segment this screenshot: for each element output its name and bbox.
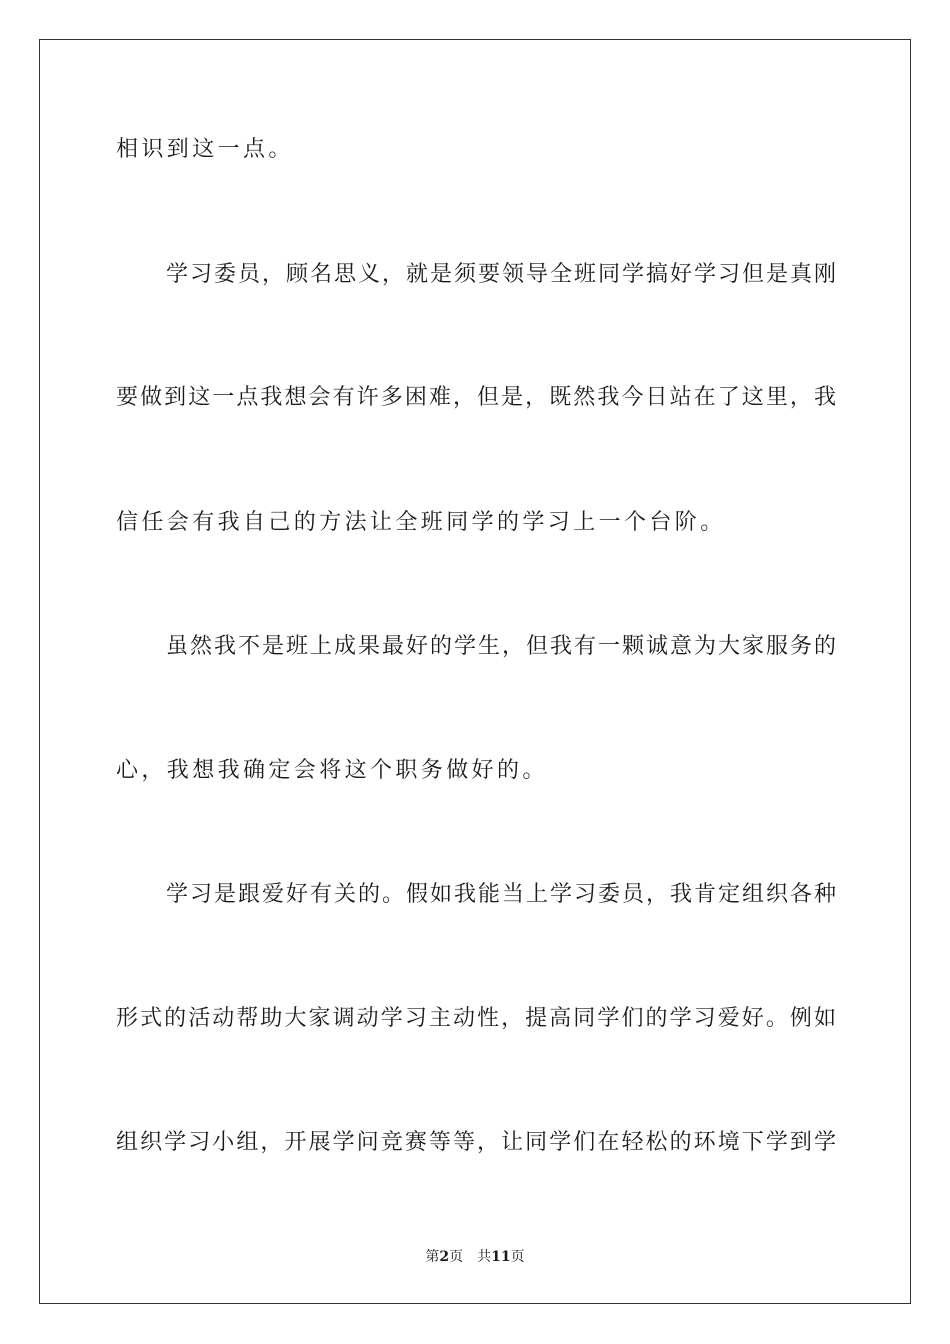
text-line-2: 学习委员，顾名思义，就是须要领导全班同学搞好学习但是真刚 xyxy=(166,262,836,287)
text-line-1: 相识到这一点。 xyxy=(116,137,294,162)
total-pages: 11 xyxy=(491,1249,511,1265)
text-line-8: 形式的活动帮助大家调动学习主动性，提高同学们的学习爱好。例如 xyxy=(116,1006,836,1031)
text-line-3: 要做到这一点我想会有许多困难，但是，既然我今日站在了这里，我 xyxy=(116,385,836,410)
total-suffix: 页 xyxy=(510,1249,525,1265)
page-border xyxy=(39,39,911,1304)
page-footer xyxy=(0,1248,950,1266)
page-prefix: 第 xyxy=(425,1249,440,1265)
total-prefix: 共 xyxy=(477,1249,492,1265)
text-line-6: 心，我想我确定会将这个职务做好的。 xyxy=(116,758,548,783)
text-line-5: 虽然我不是班上成果最好的学生，但我有一颗诚意为大家服务的 xyxy=(166,634,836,659)
text-line-4: 信任会有我自己的方法让全班同学的学习上一个台阶。 xyxy=(116,510,726,535)
page-suffix: 页 xyxy=(449,1249,464,1265)
text-line-7: 学习是跟爱好有关的。假如我能当上学习委员，我肯定组织各种 xyxy=(166,882,836,907)
text-line-9: 组织学习小组，开展学问竞赛等等，让同学们在轻松的环境下学到学 xyxy=(116,1130,836,1155)
page-number: 2 xyxy=(439,1249,450,1265)
